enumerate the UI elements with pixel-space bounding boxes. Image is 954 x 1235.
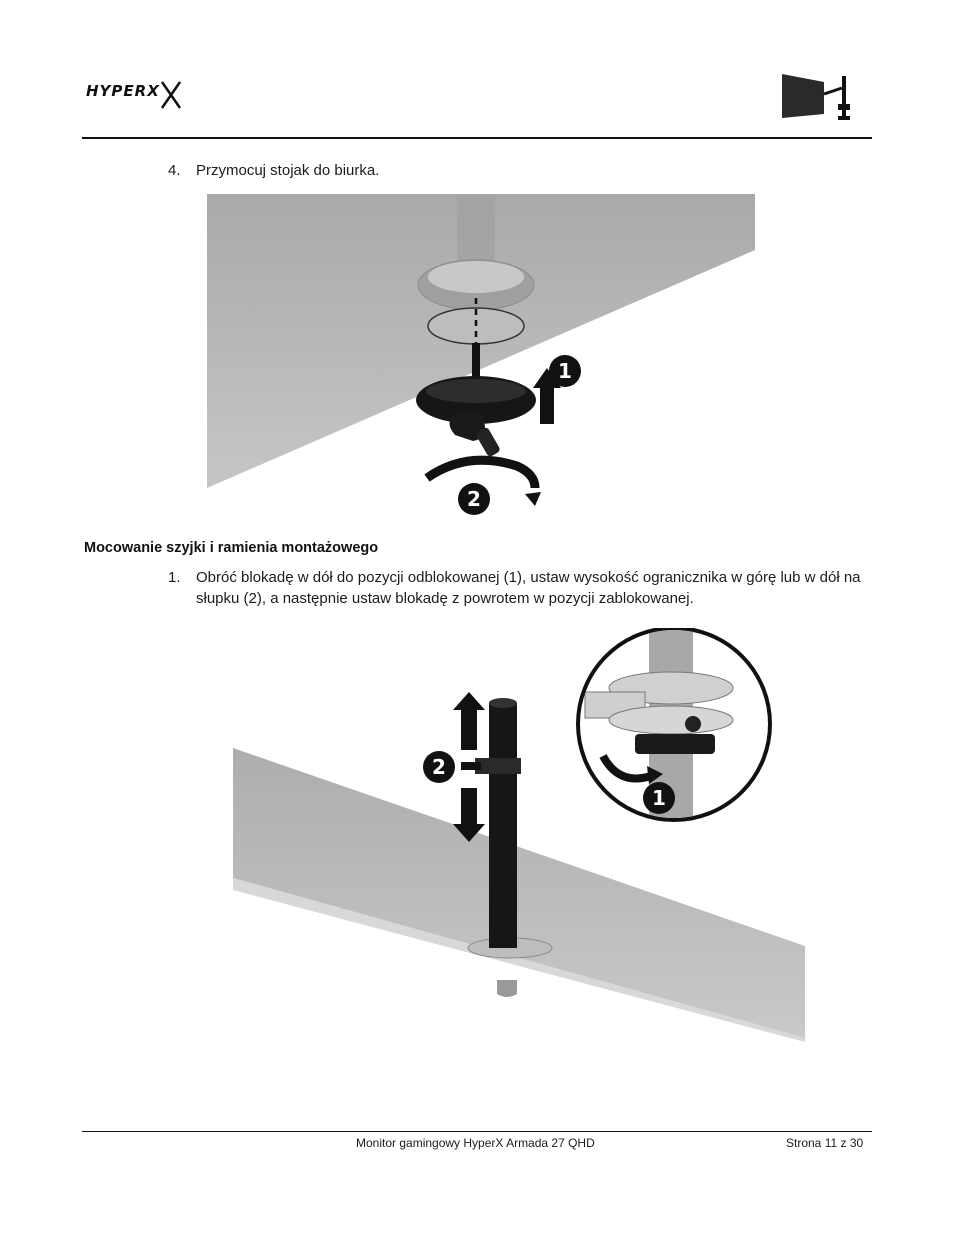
hyperx-logo-icon bbox=[84, 78, 184, 112]
step-text: Przymocuj stojak do biurka. bbox=[196, 162, 380, 179]
pole bbox=[457, 194, 495, 264]
svg-text:1: 1 bbox=[558, 359, 572, 383]
step-4 bbox=[168, 160, 888, 182]
footer-page-number: Strona 11 z 30 bbox=[786, 1136, 864, 1150]
step-1 bbox=[168, 567, 888, 611]
lock-lever bbox=[635, 734, 715, 754]
svg-text:2: 2 bbox=[432, 755, 446, 779]
callout-badge-1 bbox=[643, 782, 675, 814]
logo-text: HYPERX bbox=[86, 82, 160, 100]
svg-text:1: 1 bbox=[652, 786, 666, 810]
step-text: Obróć blokadę w dół do pozycji odblokowanej (1), ustaw wysokość ogranicznika w górę lub w dół na słupku (2), a następnie ustaw blokadę z powrotem w pozycji zablokowanej. bbox=[196, 569, 861, 607]
step-number: 1. bbox=[168, 569, 181, 586]
footer-title: Monitor gamingowy HyperX Armada 27 QHD bbox=[356, 1136, 595, 1150]
step-number: 4. bbox=[168, 162, 181, 179]
pole bbox=[489, 703, 517, 948]
header-rule bbox=[82, 137, 872, 139]
arrow-up-icon bbox=[453, 692, 485, 750]
figure-desk-clamp-mount bbox=[195, 188, 760, 523]
rotate-arrow-icon bbox=[427, 460, 535, 488]
monitor-arm-icon bbox=[778, 72, 858, 124]
callout-badge-2 bbox=[458, 483, 490, 515]
svg-text:2: 2 bbox=[467, 487, 481, 511]
callout-badge-2 bbox=[423, 751, 455, 783]
figure-collar-adjustment bbox=[225, 628, 810, 1043]
section-heading: Mocowanie szyjki i ramienia montażowego bbox=[84, 540, 379, 556]
callout-badge-1 bbox=[549, 355, 581, 387]
collar bbox=[475, 758, 521, 774]
footer-rule bbox=[82, 1131, 872, 1132]
